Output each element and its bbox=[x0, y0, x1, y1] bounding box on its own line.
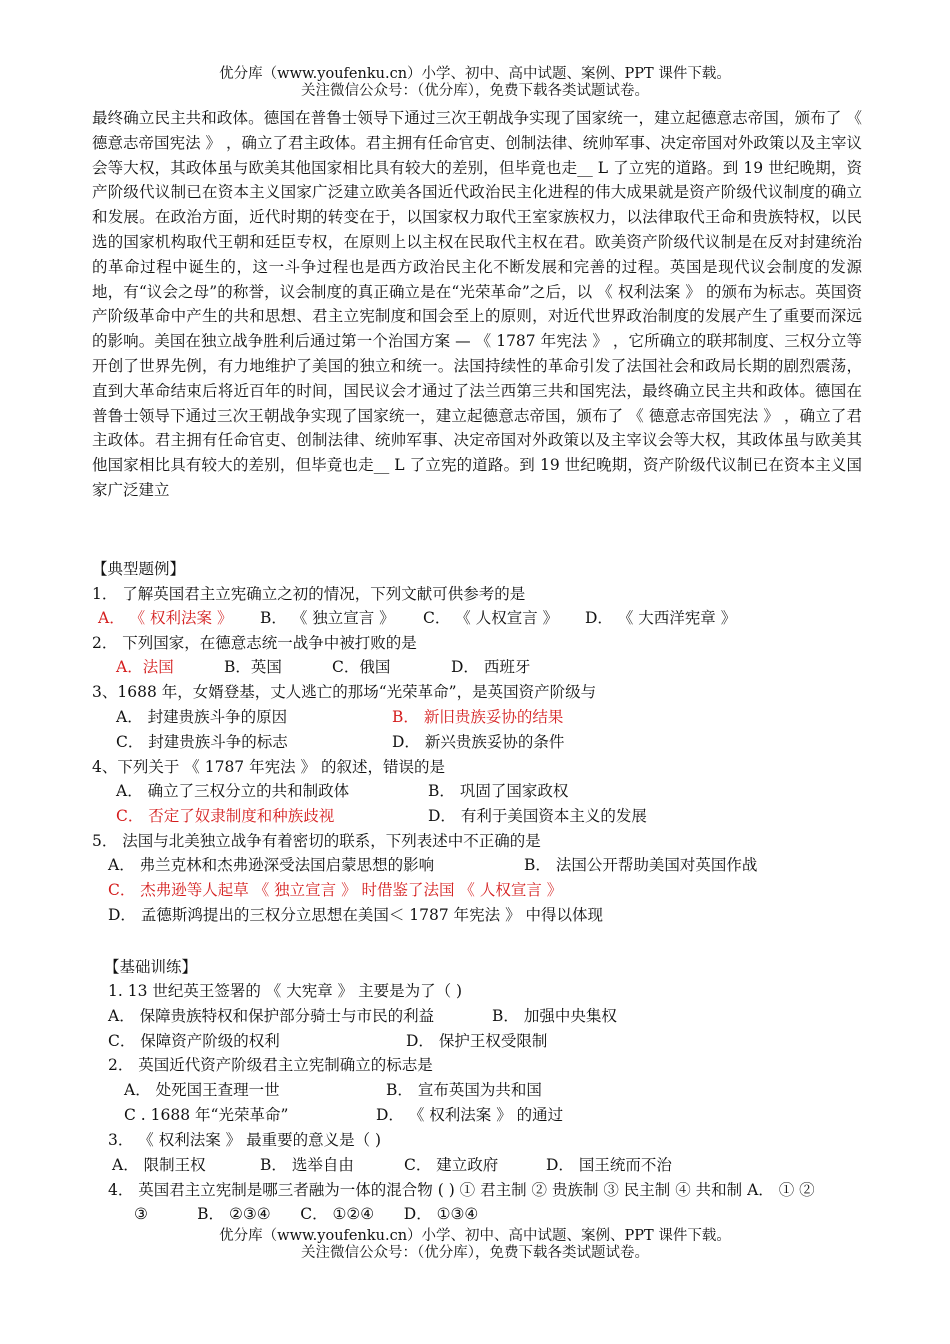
basic-q1-option-b: B． 加强中央集权 bbox=[492, 1007, 617, 1025]
section-heading-basic: 【基础训练】 bbox=[104, 958, 198, 976]
typical-q5-option-d: D． 孟德斯鸿提出的三权分立思想在美国＜ 1787 年宪法 》 中得以体现 bbox=[108, 906, 604, 924]
basic-q1-option-d: D． 保护王权受限制 bbox=[406, 1032, 548, 1050]
basic-q3-option-a: A． 限制王权 bbox=[112, 1156, 206, 1174]
basic-q2-option-a: A． 处死国王查理一世 bbox=[124, 1081, 280, 1099]
basic-q3-option-c: C． 建立政府 bbox=[404, 1156, 499, 1174]
basic-q2-stem: 2． 英国近代资产阶级君主立宪制确立的标志是 bbox=[108, 1056, 433, 1074]
typical-q5-option-b: B． 法国公开帮助美国对英国作战 bbox=[524, 856, 758, 874]
typical-q3-option-b: B． 新旧贵族妥协的结果 bbox=[392, 708, 564, 726]
typical-q1-option-a: A． 《 权利法案 》 bbox=[98, 609, 233, 627]
basic-q4-line-1: 4． 英国君主立宪制是哪三者融为一体的混合物 ( ) ① 君主制 ② 贵族制 ③ 民主制 ④ 共和制 A． ① ② bbox=[108, 1181, 815, 1199]
typical-q2-option-c: C．俄国 bbox=[332, 658, 391, 676]
typical-q4-option-d: D． 有利于美国资本主义的发展 bbox=[428, 807, 647, 825]
page-footer bbox=[0, 1228, 950, 1262]
typical-q4-option-a: A． 确立了三权分立的共和制政体 bbox=[116, 782, 350, 800]
basic-q3-option-b: B． 选举自由 bbox=[260, 1156, 354, 1174]
typical-q5-stem: 5． 法国与北美独立战争有着密切的联系，下列表述中不正确的是 bbox=[92, 832, 541, 850]
typical-q1-option-b: B． 《 独立宣言 》 bbox=[260, 609, 395, 627]
typical-q1-option-c: C． 《 人权宣言 》 bbox=[423, 609, 559, 627]
basic-q2-option-b: B． 宣布英国为共和国 bbox=[386, 1081, 542, 1099]
footer-line-1: 优分库（www.youfenku.cn）小学、初中、高中试题、案例、PPT 课件下载。 bbox=[219, 1228, 731, 1244]
typical-q4-option-c: C． 否定了奴隶制度和种族歧视 bbox=[116, 807, 335, 825]
header-line-1: 优分库（www.youfenku.cn）小学、初中、高中试题、案例、PPT 课件下载。 bbox=[219, 66, 731, 82]
typical-q3-option-d: D． 新兴贵族妥协的条件 bbox=[392, 733, 565, 751]
typical-q5-option-c: C． 杰弗逊等人起草 《 独立宣言 》 时借鉴了法国 《 人权宣言 》 bbox=[108, 881, 563, 899]
typical-q4-stem: 4、下列关于 《 1787 年宪法 》 的叙述，错误的是 bbox=[92, 758, 445, 776]
typical-q2-stem: 2． 下列国家，在德意志统一战争中被打败的是 bbox=[92, 634, 417, 652]
basic-q1-stem: 1. 13 世纪英王签署的 《 大宪章 》 主要是为了（ ) bbox=[108, 982, 463, 1000]
typical-q3-option-a: A． 封建贵族斗争的原因 bbox=[116, 708, 288, 726]
basic-q2-option-c: C . 1688 年“光荣革命” bbox=[124, 1106, 289, 1124]
typical-q4-option-b: B． 巩固了国家政权 bbox=[428, 782, 569, 800]
typical-q1-stem: 1． 了解英国君主立宪确立之初的情况，下列文献可供参考的是 bbox=[92, 585, 526, 603]
basic-q2-option-d: D． 《 权利法案 》 的通过 bbox=[376, 1106, 564, 1124]
intro-paragraph: 最终确立民主共和政体。德国在普鲁士领导下通过三次王朝战争实现了国家统一，建立起德意志帝国，颁布了 《 德意志帝国宪法 》 ，确立了君主政体。君主拥有任命官吏、创制法律、统帅军事、决定帝国对外政策以及主宰议会等大权，其政体虽与欧美其他国家相比具有较大的差别，但毕竟也走__ L 了立宪的道路。到 19 世纪晚期，资产阶级代议制已在资本主义国家广泛建立欧美各国近代政治民主化进程的伟大成果就是资产阶级代议制度的确立和发展。在政治方面，近代时期的转变在于，以国家权力取代王室家族权力，以法律取代王命和贵族特权，以民选的国家机构取代王朝和廷臣专权，在原则上以主权在民取代主权在君。欧美资产阶级代议制是在反对封建统治的革命过程中诞生的，这一斗争过程也是西方政治民主化不断发展和完善的过程。英国是现代议会制度的发源地，有“议会之母”的称誉，议会制度的真正确立是在“光荣革命”之后，以 《 权利法案 》 的颁布为标志。英国资产阶级革命中产生的共和思想、君主立宪制度和国会至上的原则，对近代世界政治制度的发展产生了重要而深远的影响。美国在独立战争胜利后通过第一个治国方案 — 《 1787 年宪法 》 ，它所确立的联邦制度、三权分立等开创了世界先例，有力地维护了美国的独立和统一。法国持续性的革命引发了法国社会和政局长期的剧烈震荡，直到大革命结束后将近百年的时间，国民议会才通过了法兰西第三共和国宪法，最终确立民主共和政体。德国在普鲁士领导下通过三次王朝战争实现了国家统一，建立起德意志帝国，颁布了 《 德意志帝国宪法 》 ，确立了君主政体。君主拥有任命官吏、创制法律、统帅军事、决定帝国对外政策以及主宰议会等大权，其政体虽与欧美其他国家相比具有较大的差别，但毕竟也走__ L 了立宪的道路。到 19 世纪晚期，资产阶级代议制已在资本主义国家广泛建立 bbox=[92, 109, 862, 499]
typical-q1-option-d: D． 《 大西洋宪章 》 bbox=[585, 609, 737, 627]
basic-q4-line-2: ③ B． ②③④ C． ①②④ D． ①③④ bbox=[134, 1205, 479, 1223]
typical-q2-option-b: B．英国 bbox=[224, 658, 282, 676]
page-header bbox=[0, 66, 950, 100]
header-line-2: 关注微信公众号：（优分库），免费下载各类试题试卷。 bbox=[301, 83, 649, 99]
basic-q3-option-d: D． 国王统而不治 bbox=[546, 1156, 672, 1174]
typical-q2-option-a: A．法国 bbox=[116, 658, 174, 676]
footer-line-2: 关注微信公众号：（优分库），免费下载各类试题试卷。 bbox=[301, 1245, 649, 1261]
typical-q3-option-c: C． 封建贵族斗争的标志 bbox=[116, 733, 288, 751]
typical-q5-option-a: A． 弗兰克林和杰弗逊深受法国启蒙思想的影响 bbox=[108, 856, 435, 874]
typical-q3-stem: 3、1688 年，女婿登基，丈人逃亡的那场“光荣革命”，是英国资产阶级与 bbox=[92, 683, 597, 701]
typical-q2-option-d: D． 西班牙 bbox=[451, 658, 531, 676]
basic-q3-stem: 3． 《 权利法案 》 最重要的意义是（ ) bbox=[108, 1131, 382, 1149]
basic-q1-option-a: A． 保障贵族特权和保护部分骑士与市民的利益 bbox=[108, 1007, 435, 1025]
section-heading-typical: 【典型题例】 bbox=[92, 560, 186, 578]
basic-q1-option-c: C． 保障资产阶级的权利 bbox=[108, 1032, 280, 1050]
